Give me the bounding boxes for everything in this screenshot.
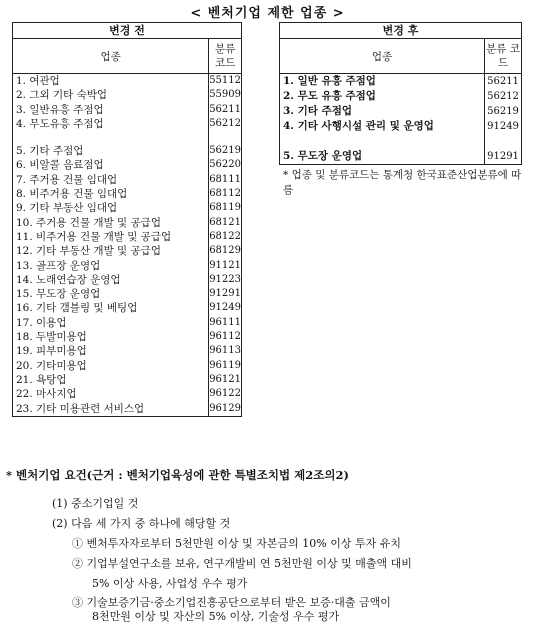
table-row xyxy=(13,373,242,387)
requirement-1: (1) 중소기업일 것 xyxy=(52,497,139,510)
table-row xyxy=(13,144,242,158)
table-row xyxy=(13,88,242,102)
classification-code: 96129 xyxy=(209,402,242,417)
classification-code: 96119 xyxy=(209,359,242,373)
source-note: * 업종 및 분류코드는 통계청 한국표준산업분류에 따름 xyxy=(283,169,522,196)
table-row xyxy=(13,230,242,244)
table-row xyxy=(13,330,242,344)
industry-name: 4. 무도유흥 주점업 xyxy=(13,117,209,131)
industry-name: 20. 기타미용업 xyxy=(13,359,209,373)
industry-name: 19. 피부미용업 xyxy=(13,344,209,358)
col-header-code: 분류 코드 xyxy=(209,39,242,74)
industry-name: 3. 기타 주점업 xyxy=(280,104,485,119)
classification-code: 55112 xyxy=(209,74,242,89)
before-change-table xyxy=(12,22,242,417)
requirement-2-sub-1: ① 벤처투자자로부터 5천만원 이상 및 자본금의 10% 이상 투자 유치 xyxy=(72,537,401,550)
classification-code: 96121 xyxy=(209,373,242,387)
industry-name: 23. 기타 미용관련 서비스업 xyxy=(13,402,209,417)
table-row xyxy=(13,316,242,330)
table-row xyxy=(13,402,242,417)
classification-code: 56211 xyxy=(209,103,242,117)
industry-name: 4. 기타 사행시설 관리 및 운영업 xyxy=(280,119,485,149)
page-title: < 벤처기업 제한 업종 > xyxy=(190,6,345,21)
industry-name: 12. 기타 부동산 개발 및 공급업 xyxy=(13,244,209,258)
industry-name: 6. 비알콜 음료점업 xyxy=(13,158,209,172)
table-row xyxy=(13,201,242,215)
industry-name: 9. 기타 부동산 임대업 xyxy=(13,201,209,215)
table-row xyxy=(13,287,242,301)
industry-name: 2. 무도 유흥 주점업 xyxy=(280,89,485,104)
industry-name: 16. 기타 갬블링 및 베팅업 xyxy=(13,301,209,315)
table-row xyxy=(280,119,522,149)
table-row xyxy=(13,244,242,258)
industry-name: 14. 노래연습장 운영업 xyxy=(13,273,209,287)
table-row xyxy=(280,74,522,90)
classification-code: 56219 xyxy=(209,144,242,158)
industry-name: 11. 비주거용 건물 개발 및 공급업 xyxy=(13,230,209,244)
classification-code: 96113 xyxy=(209,344,242,358)
classification-code: 68111 xyxy=(209,173,242,187)
requirement-2-sub-2: ② 기업부설연구소를 보유, 연구개발비 연 5천만원 이상 및 매출액 대비 xyxy=(72,557,412,570)
requirement-2-sub-3-cont: 8천만원 이상 및 자산의 5% 이상, 기술성 우수 평가 xyxy=(92,610,340,623)
classification-code: 55909 xyxy=(209,88,242,102)
industry-name: 3. 일반유흥 주점업 xyxy=(13,103,209,117)
after-caption: 변경 후 xyxy=(280,23,522,39)
table-row xyxy=(280,104,522,119)
classification-code: 56211 xyxy=(485,74,522,90)
classification-code: 96122 xyxy=(209,387,242,401)
classification-code: 68112 xyxy=(209,187,242,201)
requirements-heading: * 벤처기업 요건(근거 : 벤처기업육성에 관한 특별조치법 제2조의2) xyxy=(6,468,349,482)
industry-name: 1. 여관업 xyxy=(13,74,209,89)
table-row xyxy=(13,117,242,131)
table-row xyxy=(13,301,242,315)
classification-code: 91249 xyxy=(209,301,242,315)
classification-code: 68129 xyxy=(209,244,242,258)
requirement-2: (2) 다음 세 가지 중 하나에 해당할 것 xyxy=(52,517,231,530)
industry-name: 2. 그외 기타 숙박업 xyxy=(13,88,209,102)
classification-code: 91291 xyxy=(485,149,522,165)
classification-code: 91291 xyxy=(209,287,242,301)
classification-code: 91223 xyxy=(209,273,242,287)
industry-name: 5. 무도장 운영업 xyxy=(280,149,485,165)
table-row xyxy=(13,387,242,401)
classification-code: 91249 xyxy=(485,119,522,149)
industry-name: 13. 골프장 운영업 xyxy=(13,259,209,273)
classification-code: 68122 xyxy=(209,230,242,244)
table-row xyxy=(280,149,522,165)
requirement-2-sub-2-cont: 5% 이상 사용, 사업성 우수 평가 xyxy=(92,577,248,590)
industry-name: 17. 이용업 xyxy=(13,316,209,330)
table-row xyxy=(13,359,242,373)
classification-code: 68119 xyxy=(209,201,242,215)
table-row xyxy=(13,103,242,117)
table-row xyxy=(13,74,242,89)
col-header-code: 분류 코드 xyxy=(485,39,522,74)
classification-code: 56212 xyxy=(209,117,242,131)
industry-name: 21. 욕탕업 xyxy=(13,373,209,387)
col-header-industry: 업종 xyxy=(280,39,485,74)
after-change-table xyxy=(279,22,522,165)
industry-name: 8. 비주거용 건물 임대업 xyxy=(13,187,209,201)
table-row xyxy=(13,187,242,201)
industry-name: 1. 일반 유흥 주점업 xyxy=(280,74,485,90)
before-caption: 변경 전 xyxy=(13,23,242,39)
requirement-2-sub-3: ③ 기술보증기금·중소기업진흥공단으로부터 받은 보증·대출 금액이 xyxy=(72,596,391,609)
industry-name: 18. 두발미용업 xyxy=(13,330,209,344)
table-row xyxy=(13,259,242,273)
industry-name: 7. 주거용 건물 임대업 xyxy=(13,173,209,187)
table-row xyxy=(13,216,242,230)
classification-code: 96111 xyxy=(209,316,242,330)
classification-code: 56212 xyxy=(485,89,522,104)
industry-name: 22. 마사지업 xyxy=(13,387,209,401)
industry-name: 10. 주거용 건물 개발 및 공급업 xyxy=(13,216,209,230)
col-header-industry: 업종 xyxy=(13,39,209,74)
industry-name: 5. 기타 주점업 xyxy=(13,144,209,158)
table-row xyxy=(13,158,242,172)
industry-name: 15. 무도장 운영업 xyxy=(13,287,209,301)
spacer-row xyxy=(13,131,242,144)
classification-code: 91121 xyxy=(209,259,242,273)
classification-code: 68121 xyxy=(209,216,242,230)
table-row xyxy=(13,173,242,187)
classification-code: 96112 xyxy=(209,330,242,344)
table-row xyxy=(13,344,242,358)
classification-code: 56219 xyxy=(485,104,522,119)
table-row xyxy=(13,273,242,287)
classification-code: 56220 xyxy=(209,158,242,172)
table-row xyxy=(280,89,522,104)
